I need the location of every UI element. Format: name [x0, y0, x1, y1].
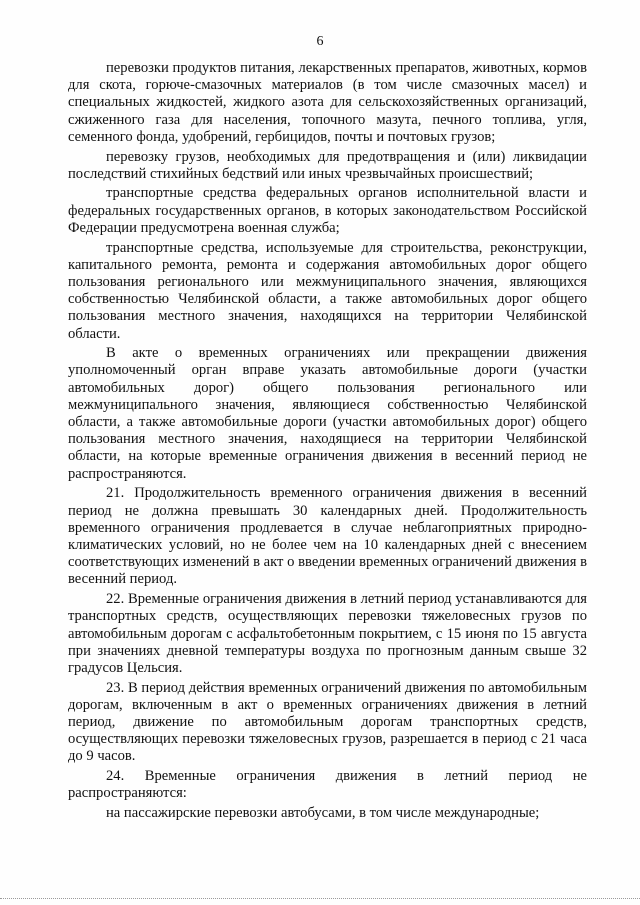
paragraph-list-item: перевозки продуктов питания, лекарственных препаратов, животных, кормов для скота, горюче-смазочных материалов (в том числе смазочных масел) и специальных жидкостей, жидкого азота для сельскохозяйственных организаций, сжиженного газа для населения, топочного мазута, печного топлива, угля, семенного фонда, удобрений, гербицидов, почты и почтовых грузов; [68, 60, 587, 145]
paragraph-clause-21: 21. Продолжительность временного ограничения движения в весенний период не должна превышать 30 календарных дней. Продолжительность временного ограничения продлевается в случае неблагоприятных природно-климатических условий, но не более чем на 10 календарных дней с внесением соответствующих изменений в акт о введении временных ограничений движения в весенний период. [68, 485, 587, 588]
paragraph-clause-24: 24. Временные ограничения движения в летний период не распространяются: [68, 768, 587, 802]
paragraph-clause-23: 23. В период действия временных ограничений движения по автомобильным дорогам, включенным в акт о временных ограничениях движения в летний период, движение по автомобильным дорогам транспортных средств, осуществляющих перевозки тяжеловесных грузов, разрешается в период с 21 часа до 9 часов. [68, 679, 587, 765]
paragraph-list-item: транспортные средства федеральных органов исполнительной власти и федеральных государственных органов, в которых законодательством Российской Федерации предусмотрена военная служба; [68, 185, 587, 236]
page-number: 6 [316, 34, 324, 49]
page-bottom-divider [0, 898, 640, 900]
document-body [68, 60, 587, 825]
paragraph-list-item: перевозку грузов, необходимых для предотвращения и (или) ликвидации последствий стихийных бедствий или иных чрезвычайных происшествий; [68, 148, 587, 182]
paragraph-clause-22: 22. Временные ограничения движения в летний период устанавливаются для транспортных средств, осуществляющих перевозки тяжеловесных грузов по автомобильным дорогам с асфальтобетонным покрытием, с 15 июня по 15 августа при значениях дневной температуры воздуха по прогнозным данным свыше 32 градусов Цельсия. [68, 591, 587, 676]
paragraph: В акте о временных ограничениях или прекращении движения уполномоченный орган вправе указать автомобильные дороги (участки автомобильных дорог) общего пользования регионального или межмуниципального значения, являющиеся собственностью Челябинской области, а также автомобильные дороги (участки автомобильных дорог) общего пользования местного значения, находящиеся на территории Челябинской области, на которые временные ограничения движения в весенний период не распространяются. [68, 345, 587, 482]
paragraph-list-item: транспортные средства, используемые для строительства, реконструкции, капитального ремонта, ремонта и содержания автомобильных дорог общего пользования регионального или межмуниципального значения, являющихся собственностью Челябинской области, а также автомобильных дорог общего пользования местного значения, находящихся на территории Челябинской области. [68, 239, 587, 342]
paragraph-list-item: на пассажирские перевозки автобусами, в том числе международные; [106, 805, 540, 822]
